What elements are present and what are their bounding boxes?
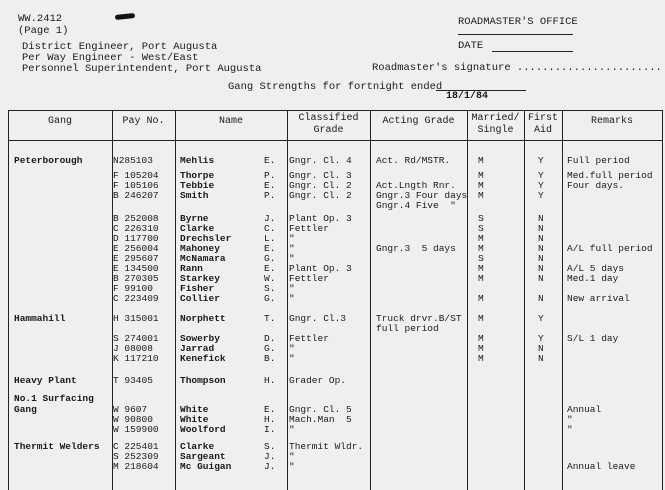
classified-grade-cell: Gngr. Cl. 2	[289, 180, 352, 191]
pay-no-cell: S 274001	[113, 333, 159, 344]
acting-grade-cell: Act. Rd/MSTR.	[376, 155, 451, 166]
classified-grade-cell: Grader Op.	[289, 375, 347, 386]
initial-cell: G.	[264, 343, 276, 354]
pay-no-cell: H 315001	[113, 313, 159, 324]
pay-no-cell: C 225401	[113, 441, 159, 452]
remarks-cell: Annual leave	[567, 461, 636, 472]
pay-no-cell: W 9607	[113, 404, 148, 415]
initial-cell: E.	[264, 263, 276, 274]
classified-grade-cell: Mach.Man 5	[289, 414, 352, 425]
pay-no-cell: F 105204	[113, 170, 159, 181]
document-ref: WW.2412	[18, 13, 63, 25]
initial-cell: P.	[264, 190, 276, 201]
classified-grade-cell: Gngr. Cl. 5	[289, 404, 352, 415]
married-single-cell: M	[478, 233, 484, 244]
initial-cell: C.	[264, 223, 276, 234]
date-line	[492, 51, 573, 52]
col-divider	[524, 110, 525, 490]
pay-no-cell: T 93405	[113, 375, 153, 386]
col-header-first-aid: First Aid	[527, 113, 558, 136]
name-cell: Thorpe	[180, 170, 215, 181]
remarks-cell: Full period	[567, 155, 630, 166]
table-left-border	[8, 110, 9, 490]
married-single-cell: M	[478, 313, 484, 324]
name-cell: Mc Guigan	[180, 461, 232, 472]
classified-grade-cell: Gngr. Cl. 4	[289, 155, 352, 166]
classified-grade-cell: Fettler	[289, 273, 329, 284]
col-divider	[370, 110, 371, 490]
remarks-cell: A/L 5 days	[567, 263, 625, 274]
married-single-cell: S	[478, 223, 484, 234]
classified-grade-cell: "	[289, 461, 295, 472]
married-single-cell: S	[478, 253, 484, 264]
name-cell: Sargeant	[180, 451, 226, 462]
gang-cell: Thermit Welders	[14, 441, 100, 452]
name-cell: Rann	[180, 263, 203, 274]
pay-no-cell: E 295607	[113, 253, 159, 264]
initial-cell: J.	[264, 461, 276, 472]
pay-no-cell: W 90800	[113, 414, 153, 425]
initial-cell: E.	[264, 180, 276, 191]
table-right-border	[662, 110, 663, 490]
pay-no-cell: J 08008	[113, 343, 153, 354]
col-divider	[562, 110, 563, 490]
initial-cell: E.	[264, 404, 276, 415]
pay-no-cell: S 252309	[113, 451, 159, 462]
name-cell: Collier	[180, 293, 220, 304]
acting-grade-cell: full period	[376, 323, 439, 334]
name-cell: Mahoney	[180, 243, 220, 254]
initial-cell: S.	[264, 283, 276, 294]
acting-grade-cell: Truck drvr.B/ST	[376, 313, 462, 324]
first-aid-cell: Y	[538, 190, 544, 201]
first-aid-cell: N	[538, 263, 544, 274]
classified-grade-cell: "	[289, 343, 295, 354]
pay-no-cell: B 252008	[113, 213, 159, 224]
married-single-cell: M	[478, 263, 484, 274]
col-header-remarks: Remarks	[590, 116, 633, 127]
date-label: DATE	[458, 40, 484, 52]
name-cell: Thompson	[180, 375, 226, 386]
married-single-cell: M	[478, 273, 484, 284]
initial-cell: E.	[264, 155, 276, 166]
initial-cell: G.	[264, 293, 276, 304]
col-header-name: Name	[218, 116, 243, 127]
married-single-cell: S	[478, 213, 484, 224]
married-single-cell: M	[478, 155, 484, 166]
first-aid-cell: Y	[538, 180, 544, 191]
initial-cell: J.	[264, 451, 276, 462]
fortnight-date: 18/1/84	[446, 91, 489, 102]
classified-grade-cell: Plant Op. 3	[289, 213, 352, 224]
addressee-2: Per Way Engineer - West/East	[22, 52, 199, 64]
name-cell: Jarrad	[180, 343, 215, 354]
classified-grade-cell: Fettler	[289, 223, 329, 234]
col-header-married-single: Married/ Single	[471, 113, 520, 136]
addressee-1: District Engineer, Port Augusta	[22, 41, 218, 53]
name-cell: Woolford	[180, 424, 226, 435]
married-single-cell: M	[478, 190, 484, 201]
first-aid-cell: Y	[538, 333, 544, 344]
initial-cell: P.	[264, 170, 276, 181]
pay-no-cell: B 270305	[113, 273, 159, 284]
classified-grade-cell: Gngr. Cl.3	[289, 313, 347, 324]
initial-cell: L.	[264, 233, 276, 244]
acting-grade-cell: Gngr.4 Five "	[376, 200, 456, 211]
initial-cell: T.	[264, 313, 276, 324]
remarks-cell: Med.1 day	[567, 273, 619, 284]
name-cell: Smith	[180, 190, 209, 201]
acting-grade-cell: Gngr.3 5 days	[376, 243, 456, 254]
gang-cell: No.1 Surfacing	[14, 393, 94, 404]
name-cell: Tebbie	[180, 180, 215, 191]
name-cell: Clarke	[180, 223, 215, 234]
classified-grade-cell: "	[289, 353, 295, 364]
pay-no-cell: F 99100	[113, 283, 153, 294]
remarks-cell: S/L 1 day	[567, 333, 619, 344]
pay-no-cell: C 223409	[113, 293, 159, 304]
initial-cell: W.	[264, 273, 276, 284]
name-cell: Starkey	[180, 273, 220, 284]
remarks-cell: A/L full period	[567, 243, 653, 254]
classified-grade-cell: Plant Op. 3	[289, 263, 352, 274]
classified-grade-cell: Thermit Wldr.	[289, 441, 364, 452]
col-header-acting-grade: Acting Grade	[382, 116, 455, 127]
remarks-cell: "	[567, 424, 573, 435]
classified-grade-cell: "	[289, 293, 295, 304]
pay-no-cell: N285103	[113, 155, 153, 166]
classified-grade-cell: "	[289, 424, 295, 435]
first-aid-cell: N	[538, 293, 544, 304]
remarks-cell: Four days.	[567, 180, 625, 191]
first-aid-cell: N	[538, 273, 544, 284]
name-cell: Kenefick	[180, 353, 226, 364]
col-header-gang: Gang	[47, 116, 72, 127]
first-aid-cell: Y	[538, 170, 544, 181]
name-cell: White	[180, 404, 209, 415]
col-header-pay-no: Pay No.	[122, 116, 165, 127]
gang-cell: Heavy Plant	[14, 375, 77, 386]
acting-grade-cell: Gngr.3 Four days	[376, 190, 468, 201]
married-single-cell: M	[478, 180, 484, 191]
name-cell: McNamara	[180, 253, 226, 264]
classified-grade-cell: Gngr. Cl. 3	[289, 170, 352, 181]
col-divider	[287, 110, 288, 490]
remarks-cell: "	[567, 414, 573, 425]
initial-cell: I.	[264, 424, 276, 435]
initial-cell: H.	[264, 375, 276, 386]
classified-grade-cell: Fettler	[289, 333, 329, 344]
married-single-cell: M	[478, 333, 484, 344]
name-cell: Clarke	[180, 441, 215, 452]
first-aid-cell: N	[538, 233, 544, 244]
married-single-cell: M	[478, 343, 484, 354]
col-divider	[467, 110, 468, 490]
pay-no-cell: F 105106	[113, 180, 159, 191]
first-aid-cell: Y	[538, 313, 544, 324]
pay-no-cell: E 256004	[113, 243, 159, 254]
office-underline	[458, 34, 573, 35]
report-title: Gang Strengths for fortnight ended	[228, 81, 443, 93]
initial-cell: E.	[264, 243, 276, 254]
name-cell: Mehlis	[180, 155, 215, 166]
col-header-classified-grade: Classified Grade	[298, 113, 359, 136]
initial-cell: D.	[264, 333, 276, 344]
classified-grade-cell: "	[289, 451, 295, 462]
pay-no-cell: C 226310	[113, 223, 159, 234]
first-aid-cell: N	[538, 213, 544, 224]
remarks-cell: Annual	[567, 404, 602, 415]
page-number: (Page 1)	[18, 25, 69, 37]
ink-smudge	[115, 13, 135, 20]
col-divider	[175, 110, 176, 490]
first-aid-cell: N	[538, 243, 544, 254]
pay-no-cell: B 246207	[113, 190, 159, 201]
gang-cell: Peterborough	[14, 155, 83, 166]
pay-no-cell: D 117700	[113, 233, 159, 244]
initial-cell: S.	[264, 441, 276, 452]
married-single-cell: M	[478, 353, 484, 364]
pay-no-cell: K 117210	[113, 353, 159, 364]
first-aid-cell: N	[538, 343, 544, 354]
table-header-rule	[8, 140, 663, 141]
classified-grade-cell: "	[289, 233, 295, 244]
remarks-cell: New arrival	[567, 293, 630, 304]
gang-cell: Hammahill	[14, 313, 66, 324]
initial-cell: J.	[264, 213, 276, 224]
classified-grade-cell: "	[289, 253, 295, 264]
acting-grade-cell: Act.Lngth Rnr.	[376, 180, 456, 191]
name-cell: Fisher	[180, 283, 215, 294]
classified-grade-cell: "	[289, 243, 295, 254]
married-single-cell: M	[478, 243, 484, 254]
first-aid-cell: N	[538, 223, 544, 234]
fortnight-date-line	[436, 90, 526, 91]
pay-no-cell: M 218604	[113, 461, 159, 472]
name-cell: Drechsler	[180, 233, 232, 244]
first-aid-cell: N	[538, 253, 544, 264]
gang-cell: Gang	[14, 404, 37, 415]
first-aid-cell: N	[538, 353, 544, 364]
addressee-3: Personnel Superintendent, Port Augusta	[22, 63, 262, 75]
name-cell: White	[180, 414, 209, 425]
pay-no-cell: E 134500	[113, 263, 159, 274]
name-cell: Byrne	[180, 213, 209, 224]
office-title: ROADMASTER'S OFFICE	[458, 16, 578, 28]
classified-grade-cell: "	[289, 283, 295, 294]
married-single-cell: M	[478, 293, 484, 304]
remarks-cell: Med.full period	[567, 170, 653, 181]
initial-cell: G.	[264, 253, 276, 264]
first-aid-cell: Y	[538, 155, 544, 166]
initial-cell: B.	[264, 353, 276, 364]
initial-cell: H.	[264, 414, 276, 425]
table-top-rule	[8, 110, 663, 111]
pay-no-cell: W 159900	[113, 424, 159, 435]
signature-label: Roadmaster's signature .......................	[372, 62, 662, 74]
name-cell: Sowerby	[180, 333, 220, 344]
married-single-cell: M	[478, 170, 484, 181]
classified-grade-cell: Gngr. Cl. 2	[289, 190, 352, 201]
name-cell: Norphett	[180, 313, 226, 324]
